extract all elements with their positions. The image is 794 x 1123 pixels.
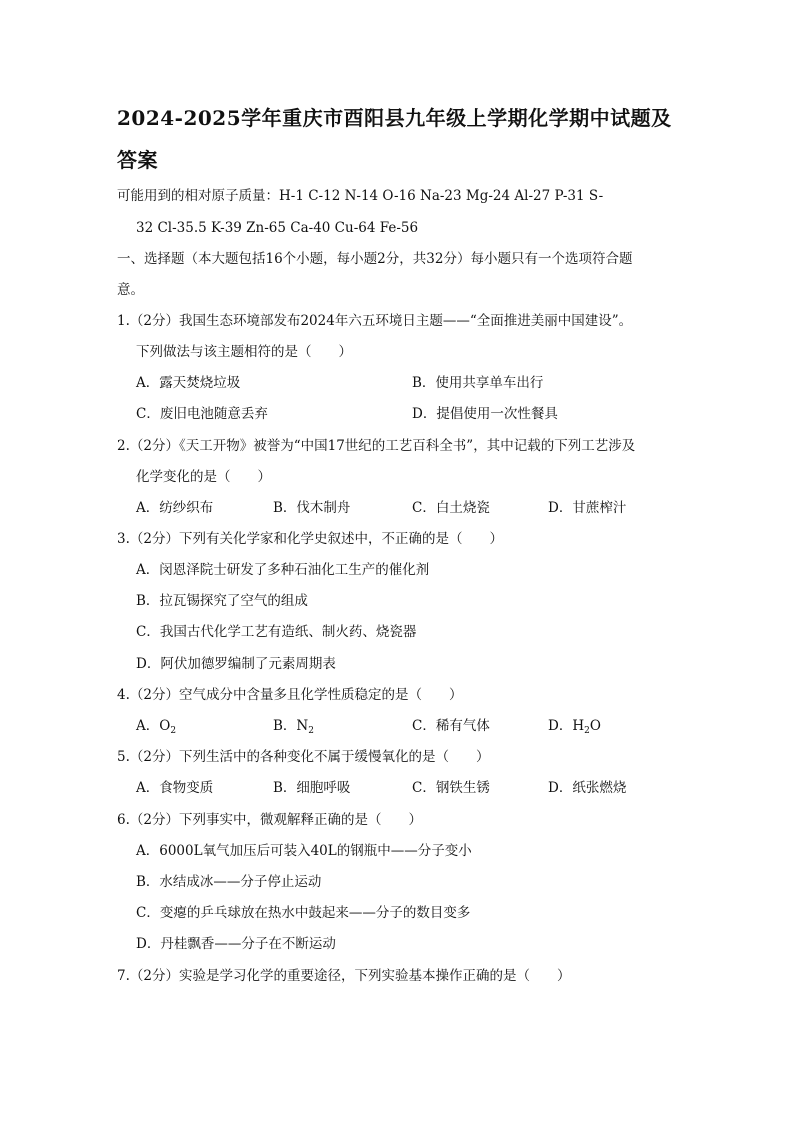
q2-option-a: A．纺纱织布 — [136, 500, 214, 516]
q1-option-c: C．废旧电池随意丢弃 — [136, 406, 268, 422]
question-2: 2.（2分）《天工开物》被誉为“中国17世纪的工艺百科全书”，其中记载的下列工艺涉及 — [117, 438, 636, 454]
q3-option-a: A．闵恩泽院士研发了多种石油化工生产的催化剂 — [136, 562, 430, 578]
question-7: 7.（2分）实验是学习化学的重要途径，下列实验基本操作正确的是（ ） — [117, 968, 571, 984]
page-title-cont: 答案 — [117, 148, 158, 172]
q4-option-c: C．稀有气体 — [412, 718, 490, 734]
section-heading-cont: 意。 — [117, 282, 144, 298]
section-heading: 一、选择题（本大题包括16个小题，每小题2分，共32分）每小题只有一个选项符合题 — [117, 251, 633, 267]
question-1: 1.（2分）我国生态环境部发布2024年六五环境日主题——“全面推进美丽中国建设”。 — [117, 313, 633, 329]
question-2-cont: 化学变化的是（ ） — [136, 469, 271, 485]
q3-option-c: C．我国古代化学工艺有造纸、制火药、烧瓷器 — [136, 624, 417, 640]
question-6: 6.（2分）下列事实中，微观解释正确的是（ ） — [117, 812, 422, 828]
q2-option-d: D．甘蔗榨汁 — [548, 500, 627, 516]
q3-option-b: B．拉瓦锡探究了空气的组成 — [136, 593, 308, 609]
question-5: 5.（2分）下列生活中的各种变化不属于缓慢氧化的是（ ） — [117, 749, 490, 765]
q2-option-b: B．伐木制舟 — [273, 500, 351, 516]
q6-option-c: C．变瘪的乒乓球放在热水中鼓起来——分子的数目变多 — [136, 905, 471, 921]
q5-option-d: D．纸张燃烧 — [548, 780, 627, 796]
question-1-cont: 下列做法与该主题相符的是（ ） — [136, 344, 352, 360]
q4-option-a: A．$O_2$ — [136, 718, 177, 736]
atomic-mass-line-2: 32 Cl-35.5 K-39 Zn-65 Ca-40 Cu-64 Fe-56 — [136, 220, 419, 236]
q5-option-a: A．食物变质 — [136, 780, 214, 796]
q5-option-c: C．钢铁生锈 — [412, 780, 490, 796]
page-title: 2024-2025学年重庆市酉阳县九年级上学期化学期中试题及 — [117, 106, 672, 130]
q2-option-c: C．白土烧瓷 — [412, 500, 490, 516]
atomic-mass-line-1: 可能用到的相对原子质量：H-1 C-12 N-14 O-16 Na-23 Mg-24 Al-27 P-31 S- — [117, 188, 604, 204]
question-4: 4.（2分）空气成分中含量多且化学性质稳定的是（ ） — [117, 687, 463, 703]
q6-option-b: B．水结成冰——分子停止运动 — [136, 874, 322, 890]
q4-option-d: D．$H_2O$ — [548, 718, 601, 736]
question-3: 3.（2分）下列有关化学家和化学史叙述中，不正确的是（ ） — [117, 531, 503, 547]
q3-option-d: D．阿伏加德罗编制了元素周期表 — [136, 656, 336, 672]
q1-option-a: A．露天焚烧垃圾 — [136, 375, 241, 391]
q5-option-b: B．细胞呼吸 — [273, 780, 351, 796]
q4-option-b: B．$N_2$ — [273, 718, 314, 736]
q1-option-b: B．使用共享单车出行 — [412, 375, 544, 391]
q1-option-d: D．提倡使用一次性餐具 — [412, 406, 558, 422]
q6-option-d: D．丹桂飘香——分子在不断运动 — [136, 936, 336, 952]
q6-option-a: A．6000L氧气加压后可装入40L的钢瓶中——分子变小 — [136, 843, 472, 859]
